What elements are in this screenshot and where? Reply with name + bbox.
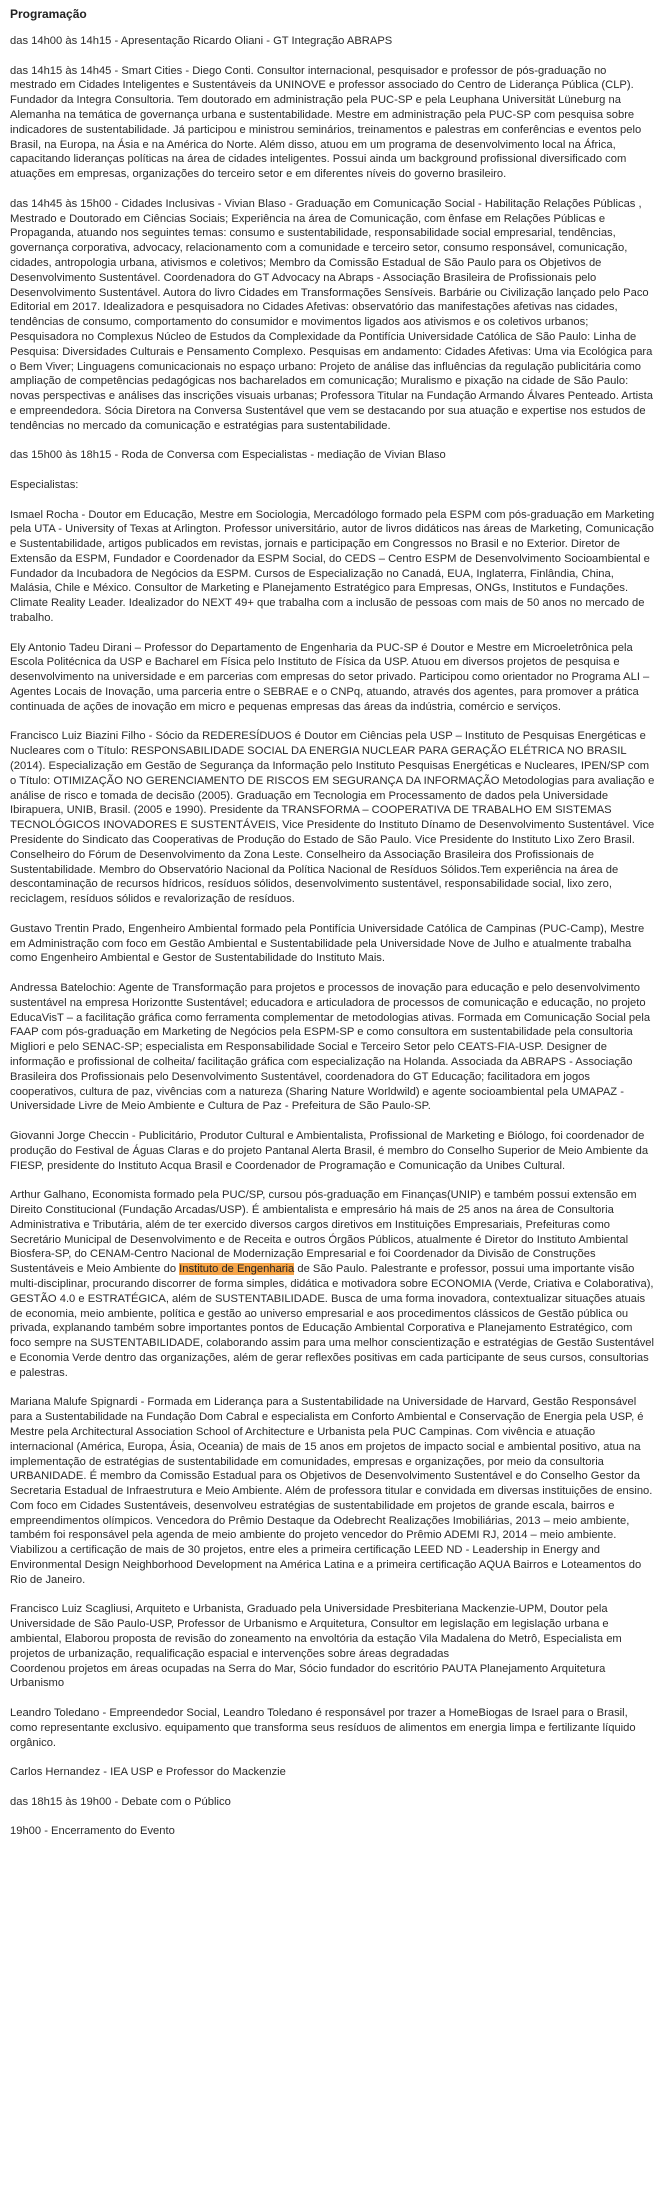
- bio-ely-dirani: Ely Antonio Tadeu Dirani – Professor do Departamento de Engenharia da PUC-SP é Doutor e Mestre em Microeletrônica pela Escola Politécnica da USP e Bacharel em Física pelo Instituto de Física da USP. Atuou em diversos projetos de pesquisa e desenvolvimento na universidade e em parcerias com empresas do setor privado. Participou como orientador no Programa ALI – Agentes Locais de Inovação, uma parceria entre o SEBRAE e o CNPq, atuando, através dos agentes, para promover a prática continuada de ações de inovação em micro e pequenas empresas das áreas da indústria, comércio e serviços.: [10, 641, 650, 713]
- bio-andressa-batelochio: Andressa Batelochio: Agente de Transformação para projetos e processos de inovação para educação e pelo desenvolvimento sustentável na empresa Horizontte Sustentável; educadora e articuladora de processos de comunicação e educação, no projeto EducaVisT – a facilitação gráfica como ferramenta complementar de metodologias ativas. Formada em Comunicação Social pela FAAP com pós-graduação em Marketing de Negócios pela ESPM-SP e como consultora em sustentabilidade pela consultoria Migliori e pelo SENAC-SP; especialista em Responsabilidade Social e Terceiro Setor pelo CEATS-FIA-USP. Designer de informação e profissional de colheita/ facilitação gráfica com especialização na Holanda. Associada da ABRAPS - Associação Brasileira dos Profissionais pelo Desenvolvimento Sustentável, coordenadora do GT Educação; facilitadora em jogos cooperativos, cultura de paz, vivências com a natureza (Sharing Nature Worldwild) e agente socioambiental pela UMAPAZ - Universidade Livre de Meio Ambiente e Cultura de Paz - Prefeitura de São Paulo-SP.: [10, 982, 651, 1113]
- bio-gustavo-prado: Gustavo Trentin Prado, Engenheiro Ambiental formado pela Pontifícia Universidade Católica de Campinas (PUC-Camp), Mestre em Administração com foco em Gestão Ambiental e Sustentabilidade pela Universidade Nove de Julho e atualmente trabalha como Engenheiro Ambiental e Gestor de Sustentabilidade do Instituto Mais.: [10, 922, 645, 965]
- bio-ismael-rocha: Ismael Rocha - Doutor em Educação, Mestre em Sociologia, Mercadólogo formado pela ESPM com pós-graduação em Marketing pela UTA - University of Texas at Arlington. Professor universitário, autor de livros didáticos nas áreas de Marketing, Comunicação e Sustentabilidade, artigos publicados em revistas, jornais e participação em Congressos no Brasil e no Exterior. Diretor de Extensão da ESPM, Fundador e Coordenador da ESPM Social, do CEDS – Centro ESPM de Desenvolvimento Socioambiental e Fundador da Incubadora de Negócios da ESPM. Cursos de Especialização no Canadá, EUA, Inglaterra, Finlândia, China, Malásia, Chile e México. Consultor de Marketing e Planejamento Estratégico para Empresas, ONGs, Institutos e Fundações. Climate Reality Leader. Idealizador do NEXT 49+ que trabalha com a inclusão de pessoas com mais de 50 anos no mercado de trabalho.: [10, 508, 655, 625]
- page-title: Programação: [10, 7, 87, 21]
- bio-arthur-text-2: de São Paulo. Palestrante e professor, possui uma importante visão multi-disciplinar, procurando discorrer de forma simples, didática e motivadora sobre ECONOMIA (Verde, Criativa e Colaborativa), GESTÃO 4.0 e ESTRATÉGICA, além de SUSTENTABILIDADE. Busca de uma forma inovadora, contextualizar situações atuais de economia, meio ambiente, política e gestão ao universo empresarial e aos procedimentos clássicos de Gestão pública ou privada, explanando também sobre importantes pontos de Educação Ambiental Corporativa e Planejamento Estratégico, com foco sempre na SUSTENTABILIDADE, colaborando assim para uma melhor conscientização e estratégias de Gestão Sustentável e Economia Verde dentro das organizações, além de gerar reflexões positivas em cada participante de seus cursos, consultorias e palestras.: [10, 1263, 655, 1379]
- bio-carlos-hernandez: Carlos Hernandez - IEA USP e Professor do Mackenzie: [10, 1766, 286, 1779]
- schedule-debate: das 18h15 às 19h00 - Debate com o Público: [10, 1795, 231, 1808]
- bio-arthur-text-1: Arthur Galhano, Economista formado pela PUC/SP, cursou pós-graduação em Finanças(UNIP) e também possui extensão em Direito Constitucional (Fundação Arcadas/USP). É ambientalista e empresário há mais de 25 anos na área de Consultoria Administrativa e Tributária, além de ter exercido diversos cargos diretivos em Instituições Empresariais, Prefeituras como Secretário Municipal de Desenvolvimento e de Receita e outros Órgãos Públicos, atualmente é Diretor do Instituto Ambiental Biosfera-SP, do CENAM-Centro Nacional de Modernização Empresarial e foi Coordenador da Divisão de Construções Sustentáveis e Meio Ambiente do: [10, 1189, 637, 1276]
- bio-leandro-toledano: Leandro Toledano - Empreendedor Social, Leandro Toledano é responsável por trazer a HomeBiogas de Israel para o Brasil, como representante exclusivo. equipamento que transforma seus resíduos de alimentos em energia limpa e fertilizante líquido orgânico.: [10, 1707, 636, 1749]
- schedule-inclusive-cities: das 14h45 às 15h00 - Cidades Inclusivas - Vivian Blaso - Graduação em Comunicação Social - Habilitação Relações Públicas , Mestrado e Doutorado em Ciências Sociais; Experiência na área de Comunicação, com ênfase em Relações Públicas e Propaganda, atuando nos seguintes temas: consumo e sustentabilidade, responsabilidade social empresarial, tendências, governança corporativa, advocacy, relacionamento com a comunidade e terceiro setor, consumo responsável, comunicação, cidades, antropologia urbana, ativismos e coletivos; Membro da Comissão Estadual de São Paulo para os Objetivos de Desenvolvimento Sustentável. Coordenadora do GT Advocacy na Abraps - Associação Brasileira de Profissionais pelo Desenvolvimento Sustentável. Autora do livro Cidades em Transformações Sensíveis. Barbárie ou Civilização lançado pelo Paco Editorial em 2017. Idealizadora e pesquisadora no Cidades Afetivas: observatório das manifestações afetivas nas cidades, tendências de consumo, comportamento do consumidor e movimentos ligados aos ativismos e os coletivos urbanos; Pesquisadora no Complexus Núcleo de Estudos da Complexidade da Pontifícia Universidade Católica de São Paulo: Linha de Pesquisa: Diversidades Culturais e Pensamento Complexo. Pesquisas em andamento: Cidades Afetivas: Uma via Ecológica para o Bem Viver; Linguagens comunicacionais no espaço urbano: Projeto de análise das influências da regulação publicitária como ampliação de competências pedagógicas nos bacharelados em comunicação; Muralismo e pixação na cidade de São Paulo: novas perspectivas e análises das inscrições visuais urbanas; Professora Titular na Fundação Armando Álvares Penteado. Artista e empreendedora. Sócia Diretora na Conversa Sustentável que vem se destacando por sua atuação e expertise nos estudos de tendências no mercado da comunicação e estratégias para sustentabilidade.: [10, 197, 654, 432]
- bio-francisco-biazini: Francisco Luiz Biazini Filho - Sócio da REDERESÍDUOS é Doutor em Ciências pela USP – Instituto de Pesquisas Energéticas e Nucleares com o Título: RESPONSABILIDADE SOCIAL DA ENERGIA NUCLEAR PARA GERAÇÃO ELÉTRICA NO BRASIL (2014). Especialização em Gestão de Segurança da Informação pelo Instituto Pesquisas Energéticas e Nucleares, IPEN/SP com o Título: OTIMIZAÇÃO NO GERENCIAMENTO DE RISCOS EM SEGURANÇA DA INFORMAÇÃO Metodologias para avaliação e análise de risco e tomada de decisão (2005). Graduação em Tecnologia em Processamento de dados pela Universidade Ibirapuera, UNIB, Brasil. (2005 e 1990). Presidente da TRANSFORMA – COOPERATIVA DE TRABALHO EM SISTEMAS TECNOLÓGICOS INOVADORES E SUSTENTÁVEIS, Vice Presidente do Instituto Dínamo de Desenvolvimento Sustentável. Vice Presidente do Sindicato das Cooperativas de Produção do Estado de São Paulo. Vice Presidente do Instituto Lixo Zero Brasil. Conselheiro do Fórum de Desenvolvimento da Zona Leste. Conselheiro da Associação Brasileira dos Profissionais de Sustentabilidade. Membro do Observatório Nacional da Política Nacional de Resíduos Sólidos.Tem experiência na área de descontaminação de recursos hídricos, resíduos sólidos, desenvolvimento sustentável, responsabilidade social, lixo zero, reciclagem, resíduos sólidos e revalorização de resíduos.: [10, 730, 655, 906]
- schedule-opening: das 14h00 às 14h15 - Apresentação Ricardo Oliani - GT Integração ABRAPS: [10, 35, 393, 47]
- bio-francisco-scagliusi: Francisco Luiz Scagliusi, Arquiteto e Urbanista, Graduado pela Universidade Presbiteriana Mackenzie-UPM, Doutor pela Universidade de São Paulo-USP, Professor de Urbanismo e Arquitetura, Consultor em legislação em legislação urbana e ambiental, Elaborou proposta de revisão do zoneamento na envoltória da estação Vila Madalena do Metrô, Especialista em projetos de urbanização, requalificação espacial e intervenções sobre áreas degradadas Coordenou projetos em áreas ocupadas na Serra do Mar, Sócio fundador do escritório PAUTA Planejamento Arquitetura Urbanismo: [10, 1603, 622, 1690]
- specialists-label: Especialistas:: [10, 478, 79, 491]
- schedule-round-table: das 15h00 às 18h15 - Roda de Conversa com Especialistas - mediação de Vivian Blaso: [10, 449, 446, 462]
- bio-giovanni-checcin: Giovanni Jorge Checcin - Publicitário, Produtor Cultural e Ambientalista, Profissional de Marketing e Biólogo, foi coordenador de produção do Festival de Águas Claras e do projeto Pantanal Alerta Brasil, é membro do Conselho Superior de Meio Ambiente da FIESP, presidente do Instituto Acqua Brasil e Coordenador de Programação e Comunicação da Unibes Cultural.: [10, 1129, 649, 1172]
- highlighted-text: Instituto de Engenharia: [179, 1263, 295, 1276]
- schedule-smart-cities: das 14h15 às 14h45 - Smart Cities - Diego Conti. Consultor internacional, pesquisador e professor de pós-graduação no mestrado em Cidades Inteligentes e Sustentáveis da UNINOVE e professor associado do Centro de Liderança Pública (CLP). Fundador da Integra Consultoria. Tem doutorado em administração pela PUC-SP e pela Leuphana Universität Lüneburg na Alemanha na temática de governança urbana e sustentabilidade. Mestre em administração pela PUC-SP com pesquisa sobre indicadores de sustentabilidade. Já participou e ministrou seminários, treinamentos e palestras em conferências e eventos pelo Brasil, na Europa, na Ásia e na América do Norte. Além disso, atuou em um programa de desenvolvimento local na África, capacitando lideranças políticas na área de cidades inteligentes. Possui ainda um background profissional diversificado com atuações em empresas, organizações do terceiro setor e em diferentes níveis do governo brasileiro.: [10, 64, 642, 181]
- bio-arthur-galhano: [10, 1188, 656, 1380]
- schedule-closing: 19h00 - Encerramento do Evento: [10, 1825, 175, 1838]
- bio-mariana-spignardi: Mariana Malufe Spignardi - Formada em Liderança para a Sustentabilidade na Universidade de Harvard, Gestão Responsável para a Sustentabilidade na Fundação Dom Cabral e especialista em Conforto Ambiental e Conservação de Energia pela USP, é Mestre pela Architectural Association School of Architecture e Urbanista pela PUC Campinas. Com vivência e atuação internacional (América, Europa, Ásia, Oceania) de mais de 15 anos em projetos de impacto social e ambiental positivo, atua na implementação de estratégias de sustentabilidade em comunidades, empresas e organizações, por meio da consultoria URBANIDADE. É membro da Comissão Estadual para os Objetivos de Desenvolvimento Sustentável e do Conselho Gestor da Secretaria Estadual de Infraestrutura e Meio Ambiente. Além de professora titular e convidada em diversas instituições de ensino. Com foco em Cidades Sustentáveis, desenvolveu estratégias de sustentabilidade em projetos de grande escala, bairros e empreendimentos olímpicos. Vencedora do Prêmio Destaque da Odebrecht Realizações Imobiliárias, 2013 – meio ambiente, também foi responsável pela agenda de meio ambiente do projeto vencedor do Prêmio ADEMI RJ, 2014 – meio ambiente. Viabilizou a certificação de mais de 30 projetos, entre eles a primeira certificação LEED ND - Leadership in Energy and Environmental Design Neighborhood Development na América Latina e a primeira certificação AQUA Bairros e Loteamentos do Rio de Janeiro.: [10, 1396, 653, 1586]
